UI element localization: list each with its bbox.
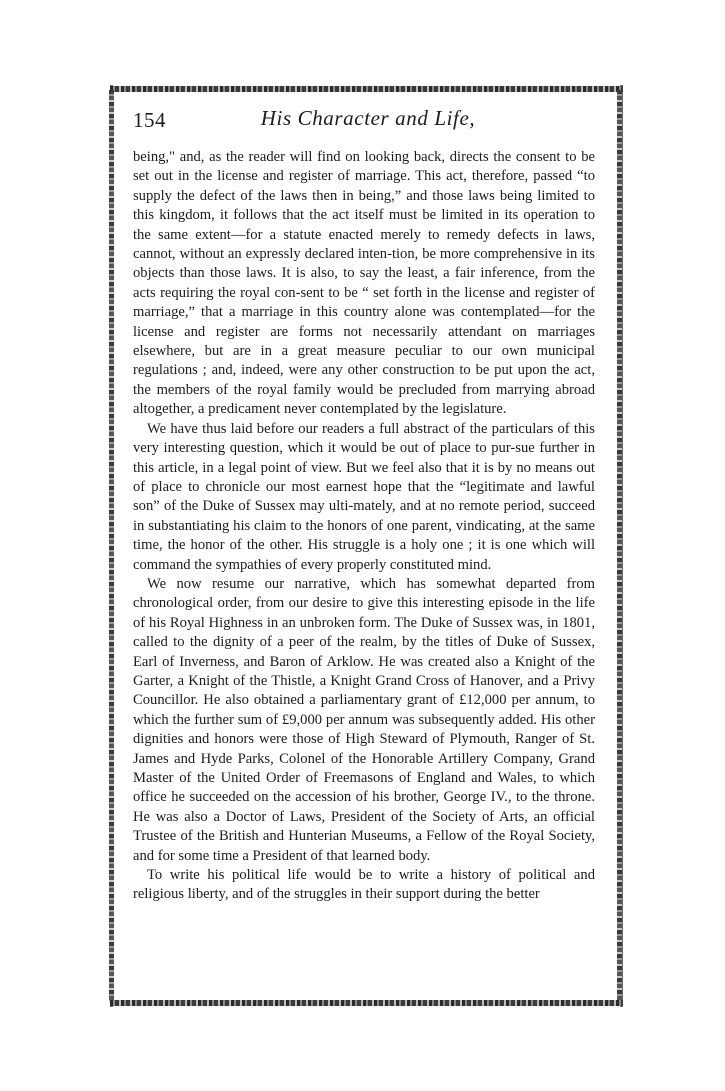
paragraph: We have thus laid before our readers a full abstract of the particulars of this very interesting question, which it would be out of place to pur-sue further in this article, in a legal point of view. But we feel also that it is by no means out of place to chronicle our most earnest hope that the “legitimate and lawful son” of the Duke of Sussex may ulti-mately, and at no remote period, succeed in substantiating his claim to the honors of one parent, vindicating, at the same time, the honor of the other. His struggle is a holy one ; it is one which will command the sympathies of every properly constituted mind.	[133, 420, 595, 573]
paragraph: To write his political life would be to write a history of political and religious liberty, and of the struggles in their support during the better	[133, 867, 595, 903]
paragraph: We now resume our narrative, which has somewhat departed from chronological order, from our desire to give this interesting episode in the life of his Royal Highness in an unbroken form. The Duke of Sussex was, in 1801, called to the dignity of a peer of the realm, by the titles of Duke of Sussex, Earl of Inverness, and Baron of Arklow. He was created also a Knight of the Garter, a Knight of the Thistle, a Knight Grand Cross of Hanover, and a Privy Councillor. He also obtained a parliamentary grant of £12,000 per annum, to which the further sum of £9,000 per annum was subsequently added. His other dignities and honors were those of High Steward of Plymouth, Ranger of St. James and Hyde Parks, Colonel of the Honorable Artillery Company, Grand Master of the United Order of Freemasons of England and Wales, to which office he succeeded on the accession of his brother, George IV., to the throne. He was also a Doctor of Laws, President of the Society of Arts, an official Trustee of the British and Hunterian Museums, a Fellow of the Royal Society, and for some time a President of that learned body.	[133, 575, 595, 864]
running-head	[133, 106, 603, 138]
top-ornamental-rule	[110, 86, 623, 92]
paragraph: being," and, as the reader will find on looking back, directs the consent to be set out in the license and register of marriage. This act, therefore, passed “to supply the defect of the laws then in being,” and those laws being limited to this kingdom, it follows that the act itself must be limited in its operation to the same extent—for a statute enacted merely to remedy defects in laws, cannot, without an expressly declared inten-tion, be more comprehensive in its objects than those laws. It is also, to say the least, a fair inference, from the acts requiring the royal con-sent to be “ set forth in the license and register of marriage,” that a marriage in this country alone was contemplated—for the license and register are forms not necessarily attendant on marriages elsewhere, but are in a great measure peculiar to our own municipal regulations ; and, indeed, were any other construction to be put upon the act, the members of the royal family would be precluded from marrying abroad altogether, a predicament never contemplated by the legislature.	[133, 149, 595, 418]
bottom-ornamental-rule	[110, 1000, 623, 1006]
page-number: 154	[133, 108, 166, 132]
right-ornamental-rule	[617, 90, 622, 1002]
left-ornamental-rule	[109, 90, 114, 1002]
body-text	[133, 148, 595, 905]
running-title: His Character and Life,	[260, 106, 476, 130]
